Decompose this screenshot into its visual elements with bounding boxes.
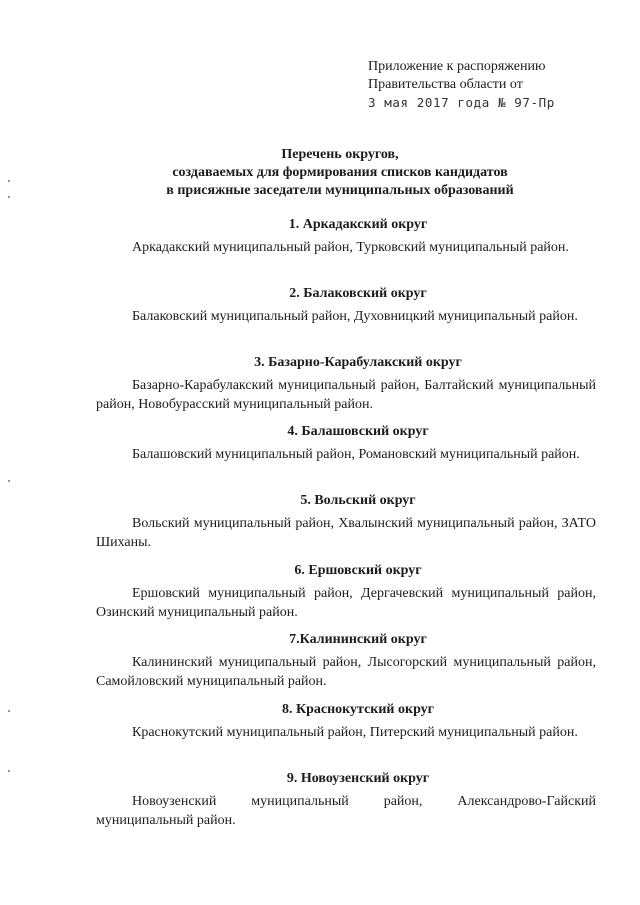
district-heading: 8. Краснокутский округ [281,702,435,717]
district-heading: 9. Новоузенский округ [286,771,430,786]
district-section-1 [96,216,596,258]
district-section-8 [96,701,596,743]
district-heading: 5. Вольский округ [300,493,416,508]
district-section-7 [96,631,596,691]
annex-line-2: Правительства области от [368,77,523,92]
district-description: Ершовский муниципальный район, Дергачевский муниципальный район, Озинский муниципальный район. [96,586,596,620]
title-line-3: в присяжные заседатели муниципальных образований [166,183,514,198]
district-heading: 4. Балашовский округ [287,424,429,439]
annex-note [368,58,618,112]
district-description: Аркадакский муниципальный район, Турковский муниципальный район. [132,240,569,255]
district-description: Вольский муниципальный район, Хвалынский муниципальный район, ЗАТО Шиханы. [96,516,596,550]
district-description: Краснокутский муниципальный район, Питерский муниципальный район. [132,725,578,740]
scan-margin-marks [8,0,10,905]
district-description: Базарно-Карабулакский муниципальный район, Балтайский муниципальный район, Новобурасский муниципальный район. [96,378,596,412]
district-heading: 3. Базарно-Карабулакский округ [254,355,462,370]
district-description: Балаковский муниципальный район, Духовницкий муниципальный район. [132,309,578,324]
district-section-2 [96,285,596,327]
district-heading: 1. Аркадакский округ [288,217,428,232]
district-description: Балашовский муниципальный район, Романовский муниципальный район. [132,447,580,462]
district-section-3 [96,354,596,414]
district-heading: 6. Ершовский округ [294,563,422,578]
district-heading: 2. Балаковский округ [289,286,427,301]
title-line-1: Перечень округов, [281,147,399,162]
district-description: Новоузенский муниципальный район, Александрово-Гайский муниципальный район. [96,794,596,828]
district-heading: 7.Калининский округ [289,632,427,647]
document-title [90,146,590,200]
annex-line-1: Приложение к распоряжению [368,59,546,74]
annex-date-number: 3 мая 2017 года № 97-Пр [368,95,555,110]
district-section-9 [96,770,596,830]
district-section-5 [96,492,596,552]
district-description: Калининский муниципальный район, Лысогорский муниципальный район, Самойловский муниципальный район. [96,655,596,689]
district-section-4 [96,423,596,465]
district-section-6 [96,562,596,622]
title-line-2: создаваемых для формирования списков кандидатов [172,165,508,180]
